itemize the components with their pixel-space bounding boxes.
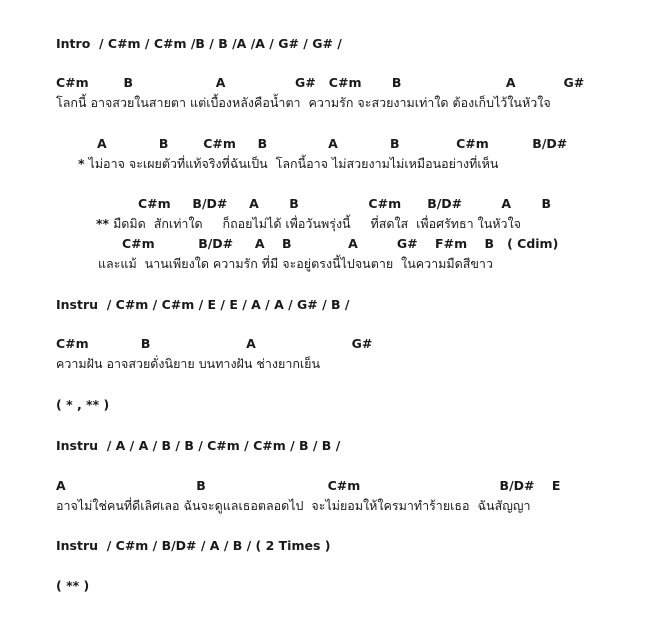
instru-line-3: Instru / C#m / B/D# / A / B / ( 2 Times ) bbox=[56, 538, 331, 553]
verse2-lyrics-line bbox=[78, 156, 498, 172]
verse1-chords: C#m B A G# C#m B A G# bbox=[56, 75, 585, 90]
verse3-chords: C#m B A G# bbox=[56, 336, 373, 351]
repeat-marker-1: ( * , ** ) bbox=[56, 397, 110, 412]
intro-line: Intro / C#m / C#m /B / B /A /A / G# / G# / bbox=[56, 36, 342, 51]
verse4-chords: A B C#m B/D# E bbox=[56, 478, 561, 493]
verse2-lyrics: ไม่อาจ จะเผยตัวที่แท้จริงที่ฉันเป็น โลกนี้อาจ ไม่สวยงามไม่เหมือนอย่างที่เห็น bbox=[88, 156, 499, 171]
instru-line-1: Instru / C#m / C#m / E / E / A / A / G# / B / bbox=[56, 297, 350, 312]
chorus-chords-2: C#m B/D# A B A G# F#m B ( Cdim) bbox=[122, 236, 559, 251]
instru-line-2: Instru / A / A / B / B / C#m / C#m / B / B / bbox=[56, 438, 341, 453]
chorus-marker: ** bbox=[96, 216, 110, 231]
verse1-lyrics: โลกนี้ อาจสวยในสายตา แต่เบื้องหลังคือน้ำตา ความรัก จะสวยงามเท่าใด ต้องเก็บไว้ในหัวใจ bbox=[56, 95, 551, 110]
chorus-lyrics-2: และแม้ นานเพียงใด ความรัก ที่มี จะอยู่ตรงนี้ไปจนตาย ในความมืดสีขาว bbox=[98, 256, 493, 271]
chorus-lyrics-1-line bbox=[96, 216, 521, 232]
chorus-lyrics-1: มืดมิด สักเท่าใด ก็ถอยไม่ได้ เพื่อวันพรุ่งนี้ ที่สดใส เพื่อศรัทธา ในหัวใจ bbox=[113, 216, 521, 231]
verse2-chords: A B C#m B A B C#m B/D# bbox=[97, 136, 568, 151]
chorus-chords-1: C#m B/D# A B C#m B/D# A B bbox=[138, 196, 551, 211]
verse4-lyrics: อาจไม่ใช่คนที่ดีเลิศเลอ ฉันจะดูแลเธอตลอดไป จะไม่ยอมให้ใครมาทำร้ายเธอ ฉันสัญญา bbox=[56, 498, 531, 513]
verse2-marker: * bbox=[78, 156, 85, 171]
verse3-lyrics: ความฝัน อาจสวยดั่งนิยาย บนทางฝัน ช่างยากเย็น bbox=[56, 356, 321, 371]
repeat-marker-2: ( ** ) bbox=[56, 578, 90, 593]
